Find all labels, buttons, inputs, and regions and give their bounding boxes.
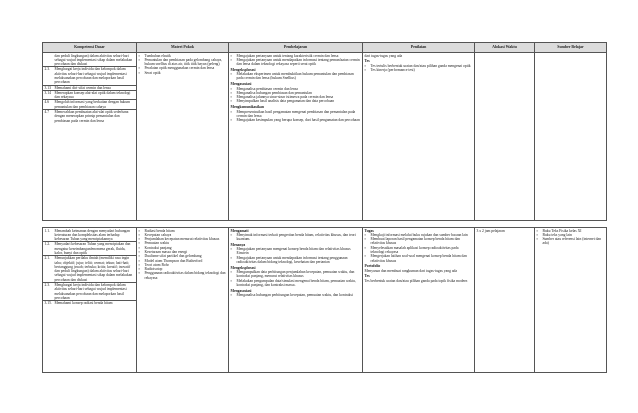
kd-item: 1.2. Menyadari kebesaran Tuhan yang menciptakan dan mengatur keseimbanganfenomena gerak, fluida, kalor, bunyi dan optik <box>43 242 136 256</box>
materi-cell <box>137 228 229 373</box>
list-item: ▪ Melakukan pengumpulan data/simulasi mengenai benda hitam, pemuaian waktu, kontraksi panjang, dan kontraksi massa. <box>231 279 361 288</box>
kd-cell <box>43 228 137 373</box>
list-item: ▪ Mengajukan pertanyaan untuk mendapatkan informasi tentang pemanfaatan cermin dan lensa dalam teknologi rekayasa seperti serat optik <box>231 58 361 67</box>
list-item: ▪ Penjumlahan kecepatan menurut relativitas khusus <box>139 237 227 241</box>
list-item: ▪ Mempresentasikan hasil pengamatan mengenai pembiasan dan pemantulan pada cermin dan lensa <box>231 110 361 119</box>
list-item: ▪ Mengajukan pertanyaan untuk mendapatkan informasi tentang penggunaan radioaktivitas dalam bidang teknologi, kesehatan dan pertanian <box>231 256 361 265</box>
table-row <box>43 53 607 221</box>
syllabus-page <box>42 42 606 373</box>
header-row <box>43 43 607 53</box>
kd-item: 2.1. Menunjukkan perilaku ilmiah (memiliki rasa ingin tahu; objektif; jujur; teliti; cermat; tekun; hati-hati; bertanggung jawab; terbuka; kritis; kreatif; inovatif dan peduli lingkungan) dalam aktivitas sehari-hari sebagai wujud implementasi sikap dalam melakukan percobaan dan diskusi <box>43 256 136 283</box>
pembelajaran-cell <box>229 53 363 221</box>
list-item: ▪ Buku Teks Fisika kelas XI <box>537 229 605 233</box>
sumber-cell <box>535 53 607 221</box>
section-title: Tes <box>364 59 370 64</box>
list-item: ▪ Radiasi benda hitam <box>139 229 227 233</box>
list-item: ▪ Mengajukan pertanyaan untuk tentang karakteristik cermin dan lensa <box>231 54 361 58</box>
list-item: ▪ Menganalisa hubungan perhitungan kecepatan, pemuaian waktu, dan kontraksi <box>231 293 361 297</box>
section-title: Mengeksplorasi <box>230 265 256 270</box>
pembelajaran-cell <box>229 228 363 373</box>
list-item: ▪ Dualisme sifat partikel dan gelombang <box>139 254 227 258</box>
list-item: ▪ Tes kinerja (performance test) <box>365 68 473 72</box>
header-sumber: Sumber Belajar <box>535 43 607 53</box>
penilaian-cell <box>363 53 475 221</box>
kd-item: 3.14 Menerapkan konsep alat-alat optik dalam teknologi dan rekayasa <box>43 91 136 101</box>
list-item: ▪ Tumbuhan elastik <box>139 54 227 58</box>
kd-item: 2.3. Menghargai kerja individu dan kelompok dalam aktivitas sehari-hari sebagai wujud implementasi melaksanakan percobaan dan melaporkan hasil percobaan <box>43 67 136 85</box>
kd-item: 4.6 Mengolah informasi yang berkaitan dengan hukum pemantulan dan pembiasan cahaya <box>43 100 136 110</box>
list-item: ▪ Mengerjakan latihan soal-soal mengenai konsep benda hitam dan relativitas khusus <box>365 254 473 263</box>
penilaian-cell <box>363 228 475 373</box>
list-item: ▪ Membuat laporan hasil pengamatan konsep benda hitam dan relativitas khusus <box>365 237 473 246</box>
list-item: ▪ Menyimpulkan hasil analisis data pengamatan dan data percobaan <box>231 99 361 103</box>
list-item: ▪ Menganalisa jalannya sinar-sinar istimewa pada cermin dan lensa <box>231 95 361 99</box>
header-materi: Materi Pokok <box>137 43 229 53</box>
list-item: ▪ Menyelesaikan masalah aplikasi konsep radioaktivitas pada teknologi rekayasa <box>365 246 473 255</box>
sumber-cell <box>535 228 607 373</box>
list-item: ▪ Kesetaraan massa dan energi <box>139 250 227 254</box>
kd-item: 2.3. Menghargai kerja individu dan kelompok dalam aktivitas sehari-hari sebagai wujud implementasi melaksanakan percobaan dan melaporkan hasil percobaan <box>43 283 136 301</box>
section-title: Tes <box>364 274 370 279</box>
kd-item: 4.7 Memecahkan pembuatan alat-alat optik sederhana dengan menerapkan prinsip pemantulan dan pembiasan pada cermin dan lensa <box>44 110 129 123</box>
kd-item: 3.15. Memahami konsep radiasi benda hitam <box>44 301 113 306</box>
section-title: Mengamati <box>230 228 249 233</box>
kd-cell <box>43 53 137 221</box>
section-title: Menanya <box>230 242 246 247</box>
list-item: ▪ Melakukan eksperimen untuk membuktikan hukum pemantulan dan pembiasan pada cermin dan lensa (hukum Snellius) <box>231 72 361 81</box>
list-item: ▪ Menganalisa pembiasan cermin dan lensa <box>231 87 361 91</box>
list-item: ▪ Peralatan optik menggunakan cermin dan lensa <box>139 66 227 70</box>
list-item: ▪ Kecepatan cahaya <box>139 233 227 237</box>
header-alokasi: Alokasi Waktu <box>475 43 535 53</box>
header-kompetensi: Kompetensi Dasar <box>43 43 137 53</box>
portofolio-text: Menyusun dan membuat rangkuman dari tugas-tugas yang ada <box>364 268 457 273</box>
materi-cell <box>137 53 229 221</box>
section-title: Mengkomunikasikan <box>230 105 264 110</box>
section-title: Tugas <box>364 228 374 233</box>
list-item: ▪ Menganalisa hubungan pembiasan dan pemantulan <box>231 91 361 95</box>
table-row <box>43 228 607 373</box>
list-item: ▪ Serat optik <box>139 71 227 75</box>
kd-item: 3.13 Memahami diri-sifat cermin dan lensa <box>43 86 136 91</box>
alokasi-cell <box>475 53 535 221</box>
list-item: ▪ Pemantulan dan pembiasan pada gelombang cahaya, hukum snellius di atas air, titik titik bayan (peleng) <box>139 58 227 67</box>
list-item: ▪ Pemuaian waktu <box>139 241 227 245</box>
list-item: ▪ Penggunaan radioaktivitas dalam bidang teknologi dan rekayasa <box>139 271 227 280</box>
list-item: ▪ Mengajukan pertanyaan mengenai konsep benda hitam dan relativitas khusus Einstein <box>231 247 361 256</box>
tes-text: Tes berbentuk uraian dan/atau pilihan ganda pada topik fisika modern <box>364 278 468 283</box>
list-item: ▪ Sumber atau referensi lain (internet dan ada) <box>537 237 605 246</box>
kd-item: 1.1. Menambah keimanan dengan menyadari hubungan keteraturan dan kompleksitas alam terhadap kebesaran Tuhan yang menciptakannya <box>43 229 136 243</box>
section-title: Mengeksplorasi <box>230 67 256 72</box>
alokasi-cell: 3 x 2 jam pelajaran <box>475 228 535 373</box>
list-item: ▪ Mengumpulkan data perhitungan penjumlahan kecepatan, pemuaian waktu, dan kontraksi panjang, menurut relativitas khusus <box>231 270 361 279</box>
list-item: ▪ Teori atom Bohr <box>139 263 227 267</box>
section-title: Portofolio <box>364 264 381 269</box>
section-title: Mengasosiasi <box>230 288 252 293</box>
list-item: ▪ Radioisotop <box>139 267 227 271</box>
list-item: ▪ Buku teks yang lain <box>537 233 605 237</box>
syllabus-table <box>42 42 607 373</box>
section-title: Mengasosiasi <box>230 82 252 87</box>
list-item: ▪ Menyimak informasi terkait pengertian benda hitam, relativitas khusus, dan teori kuantum. <box>231 233 361 242</box>
kd-item: dan peduli lingkungan) dalam aktivitas sehari-hari sebagai wujud implementasi sikap dalam melakukan percobaan dan diskusi <box>43 54 136 68</box>
list-item: ▪ Mengkaji informasi melalui buku rujukan dan sumber bacaan lain <box>365 233 473 237</box>
header-pembelajaran: Pembelajaran <box>229 43 363 53</box>
penilaian-lead: dari tugas-tugas yang ada <box>364 53 403 58</box>
list-item: ▪ Kontraksi panjang <box>139 246 227 250</box>
list-item: ▪ Mengajukan kesimpulan yang berupa konsep, dari hasil pengamatan dan percobaan <box>231 118 361 122</box>
list-item: ▪ Model atom Thompson dan Rutherford <box>139 259 227 263</box>
list-item: ▪ Tes tertulis berbentuk uraian dan/atau pilihan ganda mengenai optik <box>365 64 473 68</box>
header-penilaian: Penilaian <box>363 43 475 53</box>
